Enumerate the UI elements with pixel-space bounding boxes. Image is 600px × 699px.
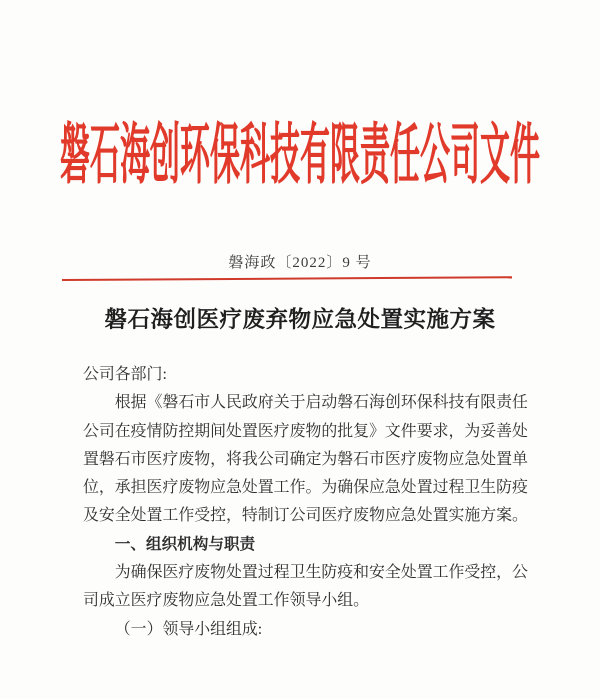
body-line: 为确保医疗废物处置过程卫生防疫和安全处置工作受控，公: [114, 564, 528, 582]
body-line: 司成立医疗废物应急处置工作领导小组。: [83, 592, 370, 610]
section-heading: 一、组织机构与职责: [114, 535, 256, 553]
document-number: 磐海政〔2022〕9 号: [228, 255, 372, 271]
red-header-org-title: 磐石海创环保科技有限责任公司文件: [60, 119, 540, 193]
document-body: [83, 361, 528, 644]
body-line: 位，承担医疗废物应急处置工作。为确保应急处置过程卫生防疫: [83, 479, 528, 497]
body-line-salutation: 公司各部门:: [83, 366, 167, 383]
body-line: 及安全处置工作受控，特制订公司医疗废物应急处置实施方案。: [83, 507, 528, 525]
body-line: 公司在疫情防控期间处置医疗废物的批复》文件要求，为妥善处: [83, 422, 528, 440]
red-divider-line: [62, 276, 512, 281]
body-line: 根据《磐石市人民政府关于启动磐石海创环保科技有限责任: [114, 394, 528, 412]
document-title: 磐石海创医疗废弃物应急处置实施方案: [104, 307, 496, 332]
body-line-subsection: （一）领导小组组成:: [114, 620, 263, 638]
body-line: 置磐石市医疗废物，将我公司确定为磐石市医疗废物应急处置单: [83, 450, 528, 468]
